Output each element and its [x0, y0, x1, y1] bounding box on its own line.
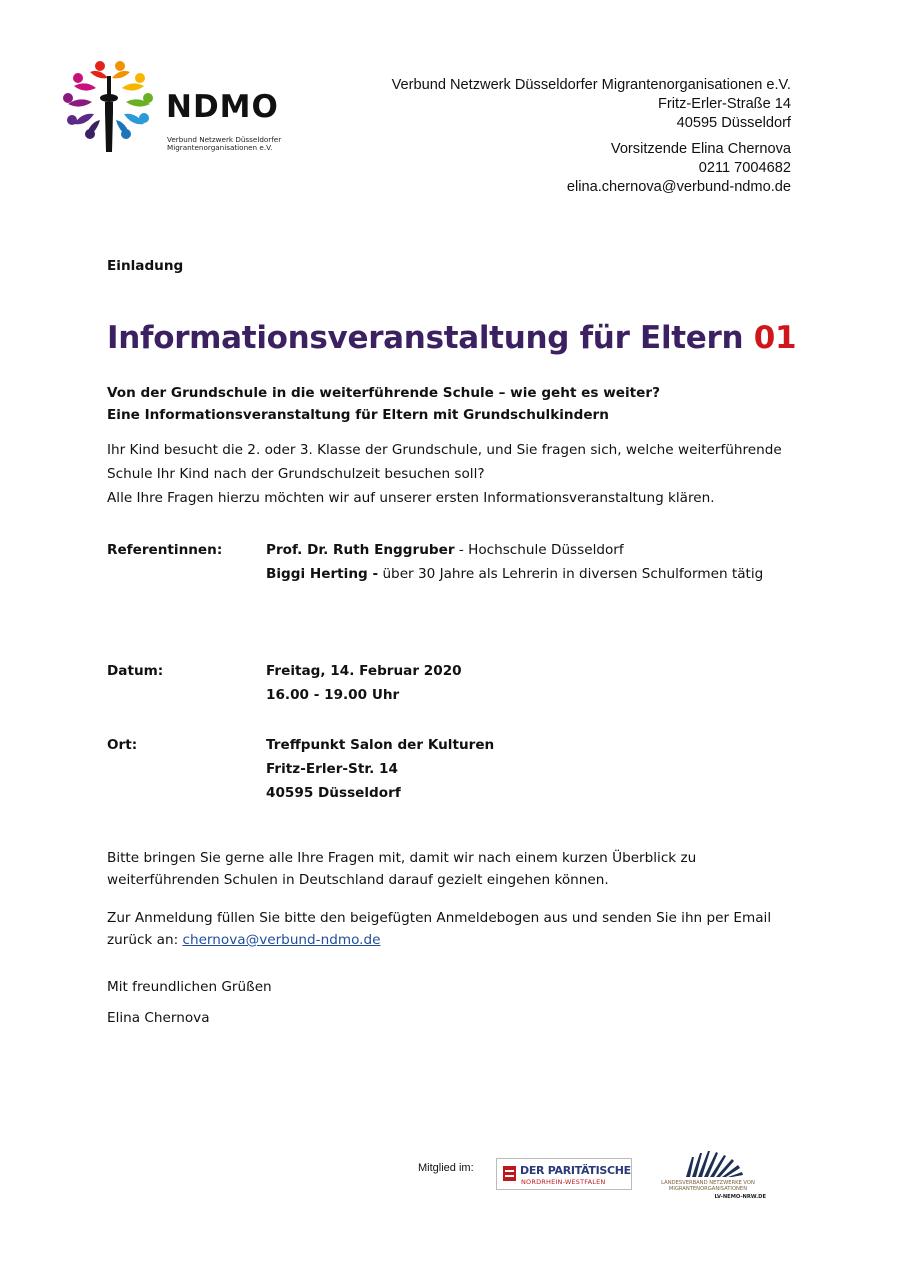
ort-value	[266, 733, 494, 805]
speaker-1	[266, 538, 763, 562]
intro-line-1: Ihr Kind besucht die 2. oder 3. Klasse der Grundschule, und Sie fragen sich, welche weiterführende	[107, 442, 782, 458]
speaker-2-name: Biggi Herting -	[266, 566, 379, 582]
registration-prefix: zurück an:	[107, 932, 183, 948]
org-phone: 0211 7004682	[698, 160, 791, 176]
registration-email-link[interactable]: chernova@verbund-ndmo.de	[182, 932, 381, 948]
ndmo-logo	[60, 58, 300, 158]
intro-line-2: Schule Ihr Kind nach der Grundschulzeit besuchen soll?	[107, 466, 485, 482]
page-title	[107, 320, 796, 356]
closing-greeting: Mit freundlichen Grüßen	[107, 979, 272, 995]
registration-line-1: Zur Anmeldung füllen Sie bitte den beigefügten Anmeldebogen aus und senden Sie ihn per Email	[107, 910, 772, 926]
speaker-2	[266, 562, 763, 586]
org-city: 40595 Düsseldorf	[676, 115, 791, 131]
logo-wordmark: NDMO	[166, 89, 279, 125]
intro-line-3: Alle Ihre Fragen hierzu möchten wir auf unserer ersten Informationsveranstaltung klären.	[107, 490, 715, 506]
paritaetische-name: DER PARITÄTISCHE	[520, 1164, 631, 1177]
registration-paragraph	[107, 907, 771, 951]
intro-paragraph	[107, 438, 782, 510]
ndmo-tower-people-icon	[60, 58, 160, 158]
lv-nemo-url: LV-NEMO-NRW.DE	[714, 1194, 766, 1200]
title-main: Informationsveranstaltung für Eltern	[107, 320, 754, 356]
org-name: Verbund Netzwerk Düsseldorfer Migrantenorganisationen e.V.	[391, 77, 791, 93]
datum-label: Datum:	[107, 663, 164, 679]
event-time: 16.00 - 19.00 Uhr	[266, 687, 400, 703]
lv-nemo-name: LANDESVERBAND NETZWERKE VON MIGRANTENORGANISATIONEN	[661, 1180, 755, 1192]
paritaetische-logo	[496, 1158, 632, 1190]
subtitle	[107, 382, 660, 426]
speaker-1-name: Prof. Dr. Ruth Enggruber	[266, 542, 455, 558]
datum-value	[266, 659, 462, 707]
lv-nemo-logo	[650, 1147, 766, 1201]
event-date: Freitag, 14. Februar 2020	[266, 663, 462, 679]
questions-paragraph	[107, 847, 696, 891]
signature-name: Elina Chernova	[107, 1010, 210, 1026]
org-street: Fritz-Erler-Straße 14	[658, 96, 791, 112]
venue-city: 40595 Düsseldorf	[266, 785, 401, 801]
member-label: Mitglied im:	[418, 1162, 474, 1174]
subtitle-line-1: Von der Grundschule in die weiterführende Schule – wie geht es weiter?	[107, 385, 660, 401]
paritaetische-region: NORDRHEIN-WESTFALEN	[521, 1178, 606, 1186]
venue-name: Treffpunkt Salon der Kulturen	[266, 737, 495, 753]
venue-street: Fritz-Erler-Str. 14	[266, 761, 398, 777]
paritaetische-mark-icon	[503, 1166, 516, 1181]
letterhead-address	[392, 76, 791, 197]
org-email: elina.chernova@verbund-ndmo.de	[566, 179, 791, 195]
referentinnen-list	[266, 538, 763, 586]
speaker-1-affiliation: - Hochschule Düsseldorf	[454, 542, 624, 558]
title-number: 01	[753, 320, 797, 356]
referentinnen-label: Referentinnen:	[107, 542, 223, 558]
questions-line-1: Bitte bringen Sie gerne alle Ihre Fragen mit, damit wir nach einem kurzen Überblick zu	[107, 850, 697, 866]
subtitle-line-2: Eine Informationsveranstaltung für Eltern mit Grundschulkindern	[107, 407, 609, 423]
speaker-2-description: über 30 Jahre als Lehrerin in diversen Schulformen tätig	[378, 566, 764, 582]
questions-line-2: weiterführenden Schulen in Deutschland darauf gezielt eingehen können.	[107, 872, 609, 888]
org-chair: Vorsitzende Elina Chernova	[610, 141, 791, 157]
lv-nemo-fan-icon	[650, 1147, 766, 1179]
registration-line-2	[107, 929, 771, 951]
ort-label: Ort:	[107, 737, 138, 753]
doc-label: Einladung	[107, 258, 184, 274]
logo-subtitle: Verbund Netzwerk Düsseldorfer Migrantenorganisationen e.V.	[167, 135, 282, 152]
